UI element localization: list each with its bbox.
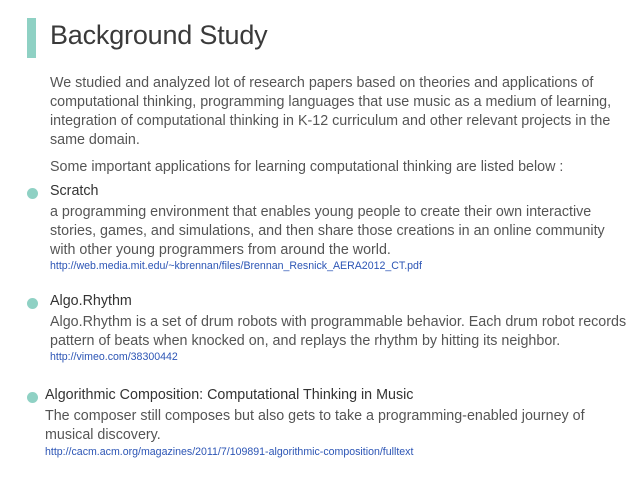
item-title-algo-rhythm: Algo.Rhythm <box>50 293 132 309</box>
bullet-algo-rhythm <box>27 298 38 309</box>
lead-in-text: Some important applications for learning computational thinking are listed below : <box>50 159 564 175</box>
item-title-scratch: Scratch <box>50 183 99 199</box>
bullet-scratch <box>27 188 38 199</box>
bullet-algorithmic-composition <box>27 392 38 403</box>
link-scratch[interactable]: http://web.media.mit.edu/~kbrennan/files/Brennan_Resnick_AERA2012_CT.pdf <box>50 260 422 272</box>
item-description-algo-rhythm: Algo.Rhythm is a set of drum robots with programmable behavior. Each drum robot records pattern of beats when knocked on, and replays the rhythm by hitting its neighbor. <box>50 314 627 349</box>
slide-title: Background Study <box>50 20 268 50</box>
intro-paragraph: We studied and analyzed lot of research papers based on theories and applications of computational thinking, programming languages that use music as a medium of learning, integration of computational thinking in K-12 curriculum and other relevant projects in the same domain. <box>50 75 612 148</box>
item-title-algorithmic-composition: Algorithmic Composition: Computational Thinking in Music <box>45 387 414 403</box>
title-accent-bar <box>27 18 36 58</box>
link-algorithmic-composition[interactable]: http://cacm.acm.org/magazines/2011/7/109891-algorithmic-composition/fulltext <box>45 446 414 458</box>
link-algo-rhythm[interactable]: http://vimeo.com/38300442 <box>50 351 178 363</box>
item-description-algorithmic-composition: The composer still composes but also gets to take a programming-enabled journey of musical discovery. <box>45 408 585 443</box>
item-description-scratch: a programming environment that enables young people to create their own interactive stories, games, and simulations, and then share those creations in an online community with other young programmers from around the world. <box>50 204 605 258</box>
